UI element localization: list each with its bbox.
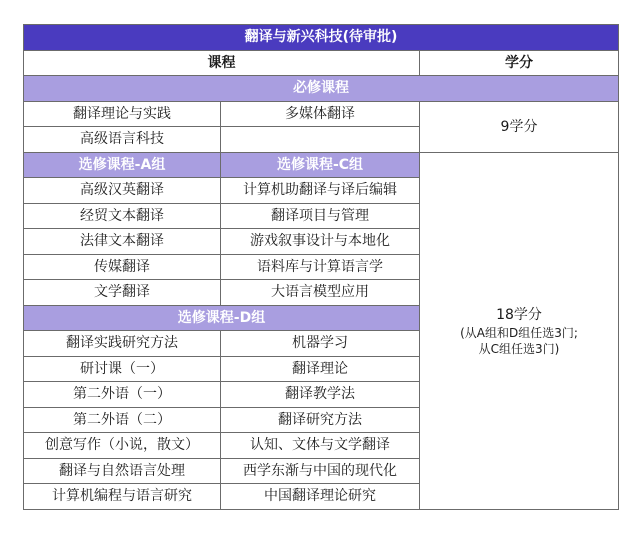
course-cell: 翻译教学法 [221,382,420,408]
required-section-label: 必修课程 [24,76,619,102]
course-cell: 翻译实践研究方法 [24,331,221,357]
course-cell: 经贸文本翻译 [24,203,221,229]
course-cell: 传媒翻译 [24,254,221,280]
course-cell: 高级汉英翻译 [24,178,221,204]
course-cell: 第二外语（一） [24,382,221,408]
course-cell: 西学东渐与中国的现代化 [221,458,420,484]
course-cell: 翻译理论与实践 [24,101,221,127]
elective-credits-value: 18学分 [496,306,542,323]
course-cell: 法律文本翻译 [24,229,221,255]
title-row [24,25,619,51]
table-title: 翻译与新兴科技(待审批) [24,25,619,51]
course-cell: 翻译理论 [221,356,420,382]
header-row [24,50,619,76]
course-cell: 计算机编程与语言研究 [24,484,221,510]
course-cell: 研讨课（一） [24,356,221,382]
course-cell: 第二外语（二） [24,407,221,433]
course-cell: 翻译研究方法 [221,407,420,433]
course-cell: 游戏叙事设计与本地化 [221,229,420,255]
course-cell: 创意写作（小说，散文） [24,433,221,459]
elective-ac-section-row [24,152,619,178]
curriculum-table [23,24,619,510]
elective-d-label: 选修课程-D组 [24,305,420,331]
elective-c-label: 选修课程-C组 [221,152,420,178]
course-cell [221,127,420,153]
required-section-row [24,76,619,102]
course-cell: 高级语言科技 [24,127,221,153]
elective-credits-note-2: 从C组任选3门) [478,341,560,356]
elective-credits-note-1: (从A组和D组任选3门; [460,325,578,340]
course-cell: 语料库与计算语言学 [221,254,420,280]
course-cell: 大语言模型应用 [221,280,420,306]
header-course: 课程 [24,50,420,76]
course-cell: 计算机助翻译与译后编辑 [221,178,420,204]
course-cell: 翻译与自然语言处理 [24,458,221,484]
course-cell: 认知、文体与文学翻译 [221,433,420,459]
course-cell: 文学翻译 [24,280,221,306]
table-row [24,101,619,127]
elective-a-label: 选修课程-A组 [24,152,221,178]
required-credits [420,101,619,152]
elective-credits [420,152,619,509]
course-cell: 机器学习 [221,331,420,357]
course-cell: 中国翻译理论研究 [221,484,420,510]
required-credits-value: 9学分 [500,118,538,135]
header-credits: 学分 [420,50,619,76]
course-cell: 多媒体翻译 [221,101,420,127]
course-cell: 翻译项目与管理 [221,203,420,229]
